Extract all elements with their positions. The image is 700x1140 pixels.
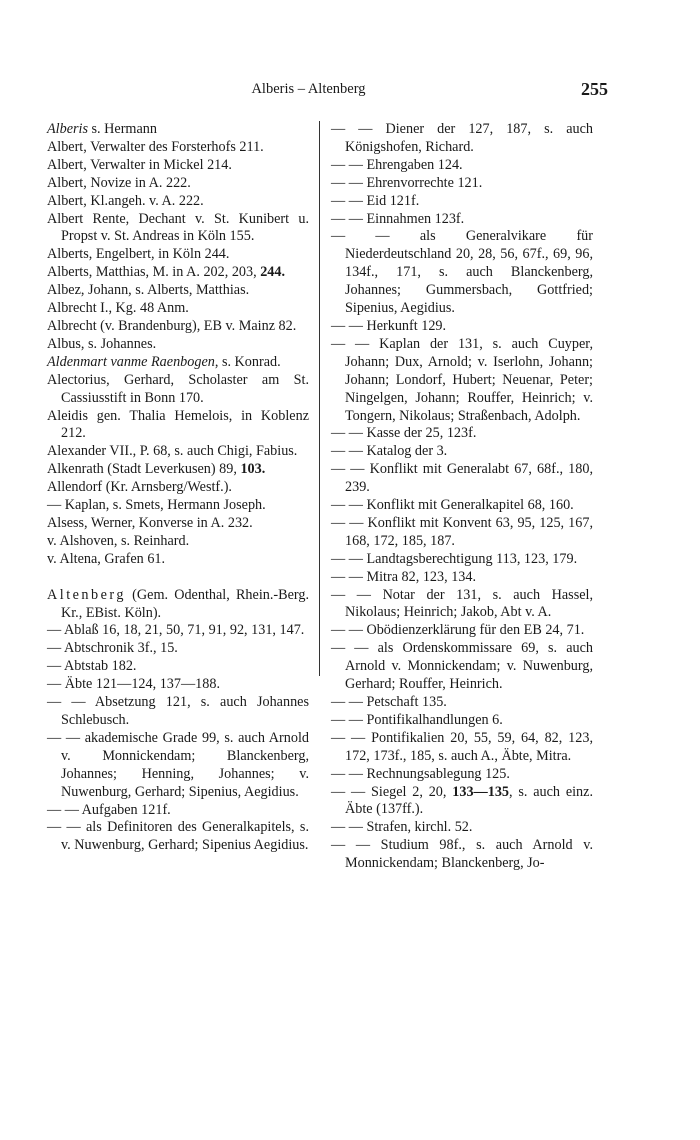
index-entry-text: Alkenrath (Stadt Leverkusen) 89,	[47, 461, 241, 478]
index-entry	[47, 246, 309, 264]
index-entry	[47, 694, 309, 730]
index-entry-text: v. Alshoven, s. Reinhard.	[47, 532, 190, 549]
index-entry	[331, 551, 593, 569]
index-entry-text: — — Konflikt mit Konvent 63, 95, 125, 167, 168, 172, 185, 187.	[331, 514, 593, 549]
index-entry-text: — — Notar der 131, s. auch Hassel, Nikolaus; Heinrich; Jakob, Abt v. A.	[331, 586, 593, 621]
index-entry-text: Albert, Kl.angeh. v. A. 222.	[47, 192, 204, 209]
index-entry-text: — — als Ordenskommissare 69, s. auch Arnold v. Monnickendam; v. Nuwenburg, Gerhard; Rouffer, Heinrich.	[331, 640, 593, 693]
index-entry	[47, 551, 309, 569]
index-entry-text: — Kaplan, s. Smets, Hermann Joseph.	[47, 497, 266, 514]
index-entry-text: — — Pontifikalhandlungen 6.	[331, 711, 503, 728]
index-entry-text: — Ablaß 16, 18, 21, 50, 71, 91, 92, 131, 147.	[47, 622, 305, 639]
index-entry-text: — — Kasse der 25, 123f.	[331, 425, 477, 442]
index-entry-text: — — Herkunft 129.	[331, 317, 447, 334]
index-entry	[47, 408, 309, 444]
index-entry	[47, 497, 309, 515]
index-entry	[47, 121, 309, 139]
index-entry-text: — Äbte 121—124, 137—188.	[47, 676, 221, 693]
index-entry	[47, 139, 309, 157]
index-entry-text: Alectorius, Gerhard, Scholaster am St. Cassiusstift in Bonn 170.	[47, 371, 309, 406]
index-entry	[331, 443, 593, 461]
index-entry-text: — — Rechnungsablegung 125.	[331, 765, 510, 782]
index-entry	[331, 784, 593, 820]
index-entry-text: Albert, Novize in A. 222.	[47, 174, 191, 191]
index-entry	[331, 712, 593, 730]
index-entry	[331, 837, 593, 873]
index-entry-text: — — Studium 98f., s. auch Arnold v. Monnickendam; Blanckenberg, Jo-	[331, 837, 593, 872]
index-entry-text: Alberts, Matthias, M. in A. 202, 203,	[47, 264, 261, 281]
index-entry	[331, 461, 593, 497]
index-entry-text: (Gem. Odenthal, Rhein.-Berg. Kr., EBist. Köln).	[61, 586, 309, 621]
index-entry-text: — — Einnahmen 123f.	[331, 210, 465, 227]
index-entry-text: Aldenmart vanme Raenbogen	[47, 353, 215, 370]
section-gap	[47, 569, 309, 587]
index-entry-text: 133—135	[452, 783, 509, 800]
index-entry-text: Alexander VII., P. 68, s. auch Chigi, Fabius.	[47, 443, 298, 460]
index-entry-text: Albrecht I., Kg. 48 Anm.	[47, 300, 189, 317]
index-entry	[47, 802, 309, 820]
index-entry	[331, 157, 593, 175]
index-entry	[47, 819, 309, 855]
index-entry-text: Albert, Verwalter in Mickel 214.	[47, 156, 232, 173]
index-entry	[331, 425, 593, 443]
index-entry	[331, 318, 593, 336]
index-entry	[47, 587, 309, 623]
index-column-left	[47, 121, 309, 855]
index-entry	[47, 479, 309, 497]
index-entry-text: — — Petschaft 135.	[331, 694, 447, 710]
index-entry-text: Albez, Johann, s. Alberts, Matthias.	[47, 282, 250, 299]
index-entry-text: , s. Konrad.	[214, 353, 281, 370]
index-entry-text: — — Pontifikalien 20, 55, 59, 64, 82, 123, 172, 173f., 185, s. auch A., Äbte, Mitra.	[331, 729, 593, 764]
index-entry	[331, 587, 593, 623]
index-entry-text: — — Mitra 82, 123, 134.	[331, 568, 477, 585]
index-entry-text: 103.	[240, 461, 266, 478]
index-entry	[331, 819, 593, 837]
index-entry-text: Albrecht (v. Brandenburg), EB v. Mainz 82.	[47, 317, 297, 334]
index-entry	[331, 730, 593, 766]
index-entry-text: — — Konflikt mit Generalkapitel 68, 160.	[331, 497, 574, 514]
index-entry-text: Aleidis gen. Thalia Hemelois, in Koblenz 212.	[47, 407, 309, 442]
index-entry-text: Allendorf (Kr. Arnsberg/Westf.).	[47, 479, 232, 496]
index-entry	[47, 282, 309, 300]
index-entry-text: — — Siegel 2, 20,	[331, 783, 453, 800]
index-entry-text: Albert, Verwalter des Forsterhofs 211.	[47, 138, 264, 155]
index-entry	[331, 640, 593, 694]
index-entry	[331, 497, 593, 515]
index-entry	[331, 766, 593, 784]
index-entry-text: — Abtstab 182.	[47, 658, 137, 675]
page-header	[0, 79, 700, 101]
index-entry	[47, 461, 309, 479]
index-entry-text: — — Katalog der 3.	[331, 443, 448, 460]
page-number: 255	[581, 79, 608, 99]
index-entry-text: — — Absetzung 121, s. auch Johannes Schlebusch.	[47, 694, 309, 728]
index-entry	[331, 121, 593, 157]
index-entry-text: 244.	[260, 264, 286, 281]
index-entry-text: Albert Rente, Dechant v. St. Kunibert u. Propst v. St. Andreas in Köln 155.	[47, 210, 309, 245]
index-entry	[47, 354, 309, 372]
index-entry	[47, 443, 309, 461]
index-entry-text: — — Diener der 127, 187, s. auch Königshofen, Richard.	[331, 121, 593, 155]
index-entry-text: — — Ehrengaben 124.	[331, 156, 463, 173]
index-entry-text: — — Landtagsberechtigung 113, 123, 179.	[331, 550, 578, 567]
index-entry	[47, 622, 309, 640]
index-entry	[331, 211, 593, 229]
index-entry-text: Alberts, Engelbert, in Köln 244.	[47, 246, 230, 263]
index-entry	[47, 515, 309, 533]
index-entry-text: Albus, s. Johannes.	[47, 335, 157, 352]
index-entry-text: — — als Generalvikare für Niederdeutschland 20, 28, 56, 67f., 69, 96, 134f., 171, s. auch Blanckenberg, Johannes; Gummersbach, Gottfried; Sipenius, Aegidius.	[331, 228, 593, 317]
index-entry-text: Alsess, Werner, Konverse in A. 232.	[47, 514, 253, 531]
index-entry	[331, 515, 593, 551]
index-entry-text: — — Eid 121f.	[331, 192, 420, 209]
index-entry	[47, 336, 309, 354]
index-entry-text: — — Obödienzerklärung für den EB 24, 71.	[331, 622, 585, 639]
column-divider	[319, 121, 320, 676]
running-title: Alberis – Altenberg	[251, 81, 366, 97]
index-entry-text: — — Strafen, kirchl. 52.	[331, 819, 473, 836]
index-entry	[47, 211, 309, 247]
index-entry-text: v. Altena, Grafen 61.	[47, 550, 166, 567]
index-entry	[331, 175, 593, 193]
index-entry	[331, 569, 593, 587]
index-entry-text: — — akademische Grade 99, s. auch Arnold v. Monnickendam; Blanckenberg, Johannes; Henning, Johannes; v. Nuwenburg, Gerhard; Sipenius, Aegidius.	[47, 729, 309, 800]
index-entry	[47, 372, 309, 408]
index-entry	[331, 228, 593, 318]
index-entry	[331, 694, 593, 712]
index-entry-text: — — Ehrenvorrechte 121.	[331, 174, 483, 191]
index-entry-text: — — Aufgaben 121f.	[47, 801, 171, 818]
index-entry	[47, 730, 309, 802]
index-entry-text: Alberis	[47, 121, 88, 137]
index-entry-text: Altenberg	[47, 586, 126, 603]
index-entry	[47, 533, 309, 551]
index-entry-text: — — als Definitoren des Generalkapitels, s. v. Nuwenburg, Gerhard; Sipenius Aegidius.	[47, 819, 309, 854]
index-entry	[47, 318, 309, 336]
index-column-right	[331, 121, 593, 873]
index-entry	[47, 640, 309, 658]
index-entry-text: , s. auch einz. Äbte (137ff.).	[345, 783, 593, 818]
index-entry	[47, 658, 309, 676]
index-entry-text: — — Kaplan der 131, s. auch Cuyper, Johann; Dux, Arnold; v. Iserlohn, Johann; Johann; Londorf, Hubert; Neuenar, Peter; Ningelgen, Johann; Rouffer, Heinrich; v. Tongern, Nikolaus; Straßenbach, Adolph.	[331, 335, 593, 424]
index-entry	[47, 193, 309, 211]
index-entry	[331, 336, 593, 426]
index-entry	[47, 300, 309, 318]
index-entry-text: — Abtschronik 3f., 15.	[47, 640, 178, 657]
index-entry	[331, 193, 593, 211]
index-entry	[47, 264, 309, 282]
index-entry	[47, 175, 309, 193]
index-entry	[331, 622, 593, 640]
index-entry	[47, 157, 309, 175]
index-entry-text: — — Konflikt mit Generalabt 67, 68f., 180, 239.	[331, 461, 593, 496]
index-entry	[47, 676, 309, 694]
index-entry-text: s. Hermann	[87, 121, 157, 137]
